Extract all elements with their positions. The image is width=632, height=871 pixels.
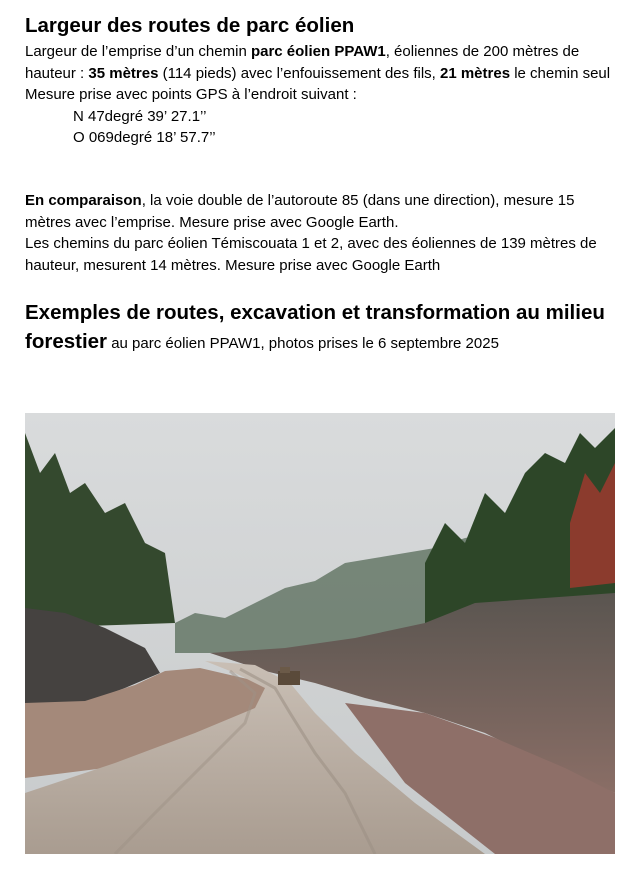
park-name: parc éolien PPAW1: [250, 43, 386, 60]
truck-cab: [280, 667, 290, 673]
width-road: 21 mètres: [439, 64, 511, 82]
comparison-paragraph: En comparaison, la voie double de l’autoroute 85 (dans une direction), mesure 15 mètres avec l’emprise. Mesure prise avec Google Earth.: [25, 192, 575, 231]
section-title: Exemples de routes, excavation et transformation au milieu forestier au parc éolien PPAW1, photos prises le 6 septembre 2025: [25, 301, 605, 353]
temiscouata-paragraph: Les chemins du parc éolien Témiscouata 1 et 2, avec des éoliennes de 139 mètres de hauteur, mesurent 14 mètres. Mesure prise avec Google Earth: [25, 235, 597, 274]
width-paragraph: Largeur de l’emprise d’un chemin parc éolien PPAW1, éoliennes de 200 mètres de hauteur : 35 mètres (114 pieds) avec l’enfouissement des fils, 21 mètres le chemin seul: [25, 43, 611, 82]
gps-latitude: N 47degré 39’ 27.1’’: [73, 107, 207, 125]
page-title: Largeur des routes de parc éolien: [25, 14, 355, 37]
section-subtitle: au parc éolien PPAW1, photos prises le 6 septembre 2025: [107, 335, 499, 352]
comparison-section: [25, 190, 620, 276]
width-total: 35 mètres: [88, 64, 159, 82]
road-photo: [25, 413, 615, 854]
width-description: [25, 41, 620, 149]
comparison-lead: En comparaison: [25, 192, 142, 209]
truck: [278, 671, 300, 685]
road-photo-illustration: [25, 413, 615, 854]
gps-intro: Mesure prise avec points GPS à l’endroit suivant :: [25, 86, 357, 103]
gps-longitude: O 069degré 18’ 57.7’’: [73, 129, 216, 146]
